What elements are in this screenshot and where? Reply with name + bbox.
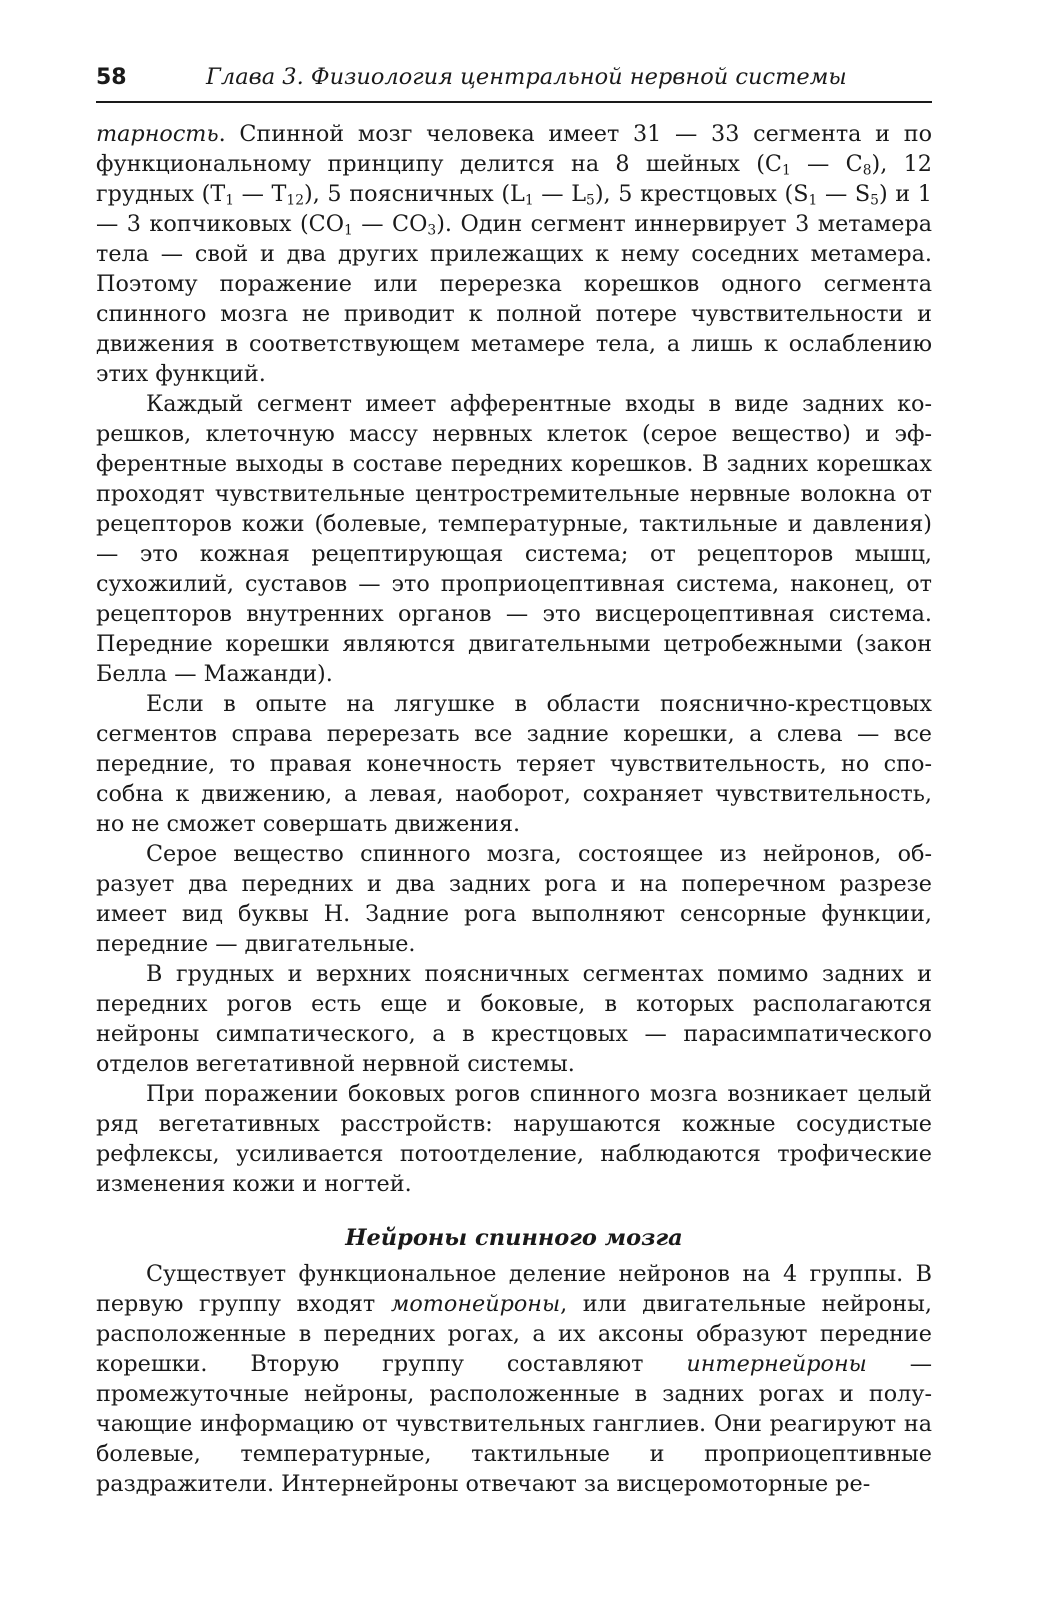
- text-run: При поражении боковых рогов спинного мозга возникает целый ряд вегетативных расстройств: нарушаются кожные сосудистые рефлексы, усиливается потоотделение, наблюдаются трофические изменения кожи и ногтей.: [96, 1081, 932, 1197]
- paragraph-p3: [96, 689, 932, 839]
- running-header: [96, 62, 932, 103]
- text-run: ), 12 грудных (T: [96, 151, 932, 207]
- paragraph-s1: [96, 1259, 932, 1499]
- subscript: 5: [586, 192, 595, 209]
- italic-term: тарность: [96, 121, 219, 147]
- text-run: В грудных и верхних поясничных сегментах помимо задних и передних рогов есть еще и боковые, в которых располагаются нейроны симпатического, а в крестцовых — парасимпатического отделов вегетативной нервной системы.: [96, 961, 932, 1077]
- text-run: . Спинной мозг человека имеет 31 — 33 сегмента и по функциональному принципу делится на 8 шейных (C: [96, 121, 932, 177]
- text-run: Каждый сегмент имеет афферентные входы в виде задних корешков, клеточную массу нервных клеток (серое вещество) и эфферентные выходы в составе передних корешков. В задних корешках проходят чувствительные центростремительные нервные волокна от рецепторов кожи (болевые, температурные, тактильные и давления) — это кожная рецептирующая система; от рецепторов мышц, сухожилий, суставов — это проприоцептивная система, наконец, от рецепторов внутренних органов — это висцероцептивная система. Передние корешки являются двигательными цетробежными (закон Белла — Мажанди).: [96, 391, 932, 687]
- subscript: 1: [225, 192, 234, 209]
- text-run: — C: [790, 151, 863, 177]
- text-run: Если в опыте на лягушке в области пояснично-крестцовых сегментов справа перерезать все задние корешки, а слева — все передние, то правая конечность теряет чувствительность, но способна к движению, а левая, наоборот, сохраняет чувствительность, но не сможет совершать движения.: [96, 691, 932, 837]
- italic-term: мотонейроны: [390, 1291, 561, 1317]
- paragraph-p6: [96, 1079, 932, 1199]
- italic-term: интернейроны: [686, 1351, 867, 1377]
- paragraph-p5: [96, 959, 932, 1079]
- text-run: Серое вещество спинного мозга, состоящее из нейронов, образует два передних и два задних рога и на поперечном разрезе имеет вид буквы Н. Задние рога выполняют сенсорные функции, передние — двигательные.: [96, 841, 932, 957]
- subscript: 1: [344, 222, 353, 239]
- subscript: 8: [862, 162, 872, 179]
- paragraph-p2: [96, 389, 932, 689]
- subscript: 1: [524, 192, 534, 209]
- paragraph-p4: [96, 839, 932, 959]
- text-run: — CO: [352, 211, 428, 237]
- book-page: [96, 62, 932, 1499]
- text-run: — промежуточные нейроны, расположенные в задних рогах и получающие информацию от чувствительных ганглиев. Они реагируют на болевые, температурные, тактильные и проприоцептивные раздражители. Интернейроны отвечают за висцеромоторные ре-: [96, 1351, 933, 1497]
- section-heading: Нейроны спинного мозга: [345, 1225, 683, 1251]
- text-run: Существует функциональное деление нейронов на 4 группы. В первую группу входят: [96, 1261, 932, 1317]
- text-run: ), 5 поясничных (L: [304, 181, 525, 207]
- text-run: , или двигательные нейроны, расположенные в передних рогах, а их аксоны образуют передние корешки. Вторую группу составляют: [96, 1291, 932, 1377]
- text-run: — L: [533, 181, 587, 207]
- section-paragraphs: [96, 1259, 932, 1499]
- body-text: [96, 119, 932, 1499]
- text-run: — S: [817, 181, 871, 207]
- chapter-title: Глава 3. Физиология центральной нервной системы: [206, 64, 847, 90]
- paragraph-p1: [96, 119, 932, 389]
- main-paragraphs: [96, 119, 932, 1199]
- subscript: 12: [286, 192, 304, 209]
- subscript: 3: [427, 222, 437, 239]
- subscript: 1: [781, 162, 791, 179]
- subscript: 1: [808, 192, 818, 209]
- text-run: ), 5 крестцовых (S: [594, 181, 809, 207]
- text-run: — T: [233, 181, 287, 207]
- page-number: 58: [96, 65, 127, 90]
- text-run: ) и 1 — 3 копчиковых (CO: [96, 181, 932, 237]
- text-run: ). Один сегмент иннервирует 3 метамера тела — свой и два других прилежащих к нему соседних метамера. Поэтому поражение или перерезка корешков одного сегмента спинного мозга не приводит к полной потере чувствительности и движения в соответствующем метамере тела, а лишь к ослаблению этих функций.: [96, 211, 933, 387]
- subscript: 5: [870, 192, 879, 209]
